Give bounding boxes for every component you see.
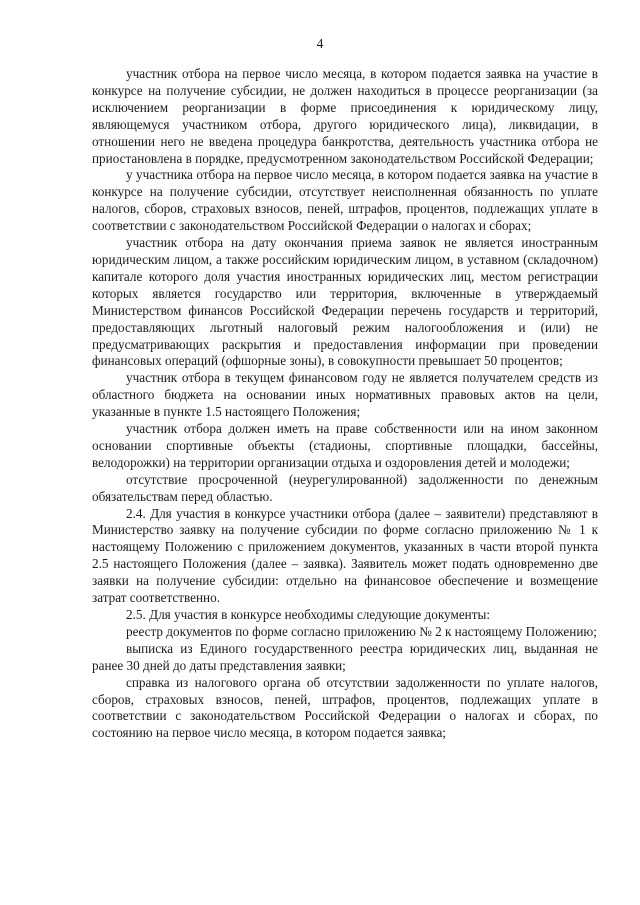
paragraph-eligibility-sports-facilities: участник отбора должен иметь на праве собственности или на ином законном основании спортивные объекты (стадионы, спортивные площадки, бассейны, велодорожки) на территории организации отдыха и оздоровления детей и молодежи; (92, 421, 598, 470)
paragraph-eligibility-overdue-debt: отсутствие просроченной (неурегулированной) задолженности по денежным обязательствам перед областью. (92, 471, 598, 504)
paragraph-egrul-extract: выписка из Единого государственного реестра юридических лиц, выданная не ранее 30 дней до даты представления заявки; (92, 640, 598, 673)
document-body (92, 66, 598, 742)
paragraph-eligibility-foreign-entity: участник отбора на дату окончания приема заявок не является иностранным юридическим лицом, а также российским юридическим лицом, в уставном (складочном) капитале которого доля участия иностранных юридических лиц, местом регистрации которых является государство или территория, включенные в утверждаемый Министерством финансов Российской Федерации перечень государств и территорий, предоставляющих льготный налоговый режим налогообложения и (или) не предусматривающих раскрытия и предоставления информации при проведении финансовых операций (офшорные зоны), в совокупности превышает 50 процентов; (92, 235, 598, 369)
paragraph-eligibility-tax-debt: у участника отбора на первое число месяца, в котором подается заявка на участие в конкурсе на получение субсидии, отсутствует неисполненная обязанность по уплате налогов, сборов, страховых взносов, пеней, штрафов, процентов, подлежащих уплате в соответствии с законодательством Российской Федерации о налогах и сборах; (92, 167, 598, 234)
paragraph-section-2-5: 2.5. Для участия в конкурсе необходимы следующие документы: (126, 607, 491, 622)
paragraph-eligibility-budget-funds: участник отбора в текущем финансовом году не является получателем средств из областного бюджета на основании иных нормативных правовых актов на цели, указанные в пункте 1.5 настоящего Положения; (92, 370, 598, 420)
paragraph-document-registry: реестр документов по форме согласно приложению № 2 к настоящему Положению; (126, 623, 597, 639)
paragraph-section-2-4: 2.4. Для участия в конкурсе участники отбора (далее – заявители) представляют в Министерство заявку на получение субсидии по форме согласно приложению № 1 к настоящему Положению с приложением документов, указанных в части второй пункта 2.5 настоящего Положения (далее – заявка). Заявитель может подать одновременно две заявки на получение субсидии: отдельно на финансовое обеспечение и возмещение затрат соответственно. (92, 505, 598, 606)
page-number: 4 (316, 36, 324, 51)
paragraph-eligibility-reorganization: участник отбора на первое число месяца, в котором подается заявка на участие в конкурсе на получение субсидии, не должен находиться в процессе реорганизации (за исключением реорганизации в форме присоединения к юридическому лицу, являющемуся участником отбора, другого юридического лица), ликвидации, в отношении него не введена процедура банкротства, деятельность участника отбора не приостановлена в порядке, предусмотренном законодательством Российской Федерации; (92, 66, 598, 166)
paragraph-tax-certificate: справка из налогового органа об отсутствии задолженности по уплате налогов, сборов, страховых взносов, пеней, штрафов, процентов, подлежащих уплате в соответствии с законодательством Российской Федерации о налогах и сборах, по состоянию на первое число месяца, в котором подается заявка; (92, 674, 598, 741)
